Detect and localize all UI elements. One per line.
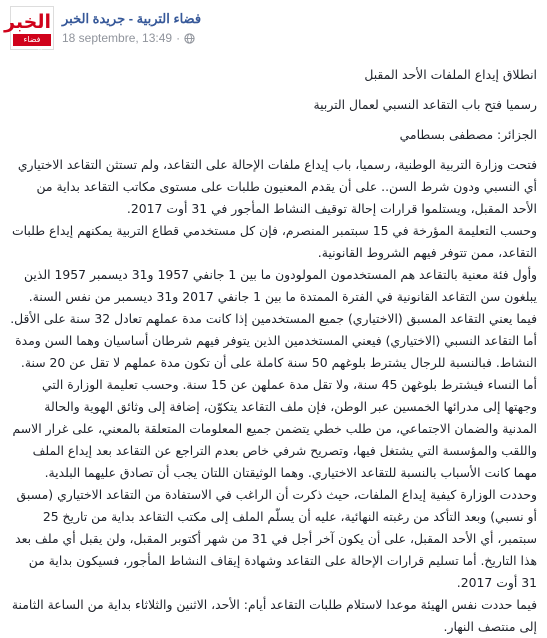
date-row: 18 septembre, 13:49 · [62,31,539,45]
subheadline: رسميا فتح باب التقاعد النسبي لعمال التربية [313,97,537,112]
body-paragraph: وأول فئة معنية بالتقاعد هم المستخدمون المولودون ما بين 1 جانفي 1957 و31 ديسمبر 1957 الذين يبلغون سن التقاعد القانونية في الفترة الممتدة ما بين 1 جانفي 2017 و31 ديسمبر من نفس السنة. فيما يعني التقاعد المسبق (الاختياري) جميع المستخدمين إذا كانت مدة عملهم تعادل 32 سنة على الأقل. أما التقاعد النسبي (الاختياري) فيعني المستخدمين الذين يتوفر فيهم شرطان أساسيان وهما السن ومدة النشاط. فبالنسبة للرجال يشترط بلوغهم 50 سنة كاملة على أن تكون مدة عملهم لا تقل عن 20 سنة. أما النساء فيشترط بلوغهن 45 سنة، ولا تقل مدة عملهن عن 15 سنة. وحسب تعليمة الوزارة التي وجهتها إلى مدرائها الخمسين عبر الوطن، فإن ملف التقاعد يتكوّن، إضافة إلى وثائق الهوية والحالة المدنية والضمان الاجتماعي، من طلب خطي يتضمن جميع المعلومات المتعلقة بالمعني، على غرار الاسم واللقب والمؤسسة التي يشتغل فيها، وتصريح شرفي خاص بعدم التراجع عن التقاعد بعد إيداع الملف مهما كانت الأسباب بالنسبة للتقاعد الاختياري. وهما الوثيقتان اللتان يجب أن تصادق عليهما البلدية. وحددت الوزارة كيفية إيداع الملفات، حيث ذكرت أن الراغب في الاستفادة من التقاعد الاختياري (مسبق أو نسبي) وبعد التأكد من رغبته النهائية، عليه أن يسلّم الملف إلى مكتب التقاعد بداية من تاريخ 25 سبتمبر، أي الأحد المقبل، على أن يكون آخر أجل في 31 من شهر أكتوبر المقبل، ولن يقبل أي ملف بعد هذا التاريخ. أما تسليم قرارات الإحالة على التقاعد وشهادة إيقاف النشاط المأجور، فسيكون بداية من 31 أوت 2017. [10,267,537,590]
globe-icon[interactable] [184,33,195,44]
avatar[interactable] [4,6,54,56]
logo-ribbon: فضاء التربية [13,34,51,46]
byline: الجزائر: مصطفى بسطامي [399,127,537,142]
body-paragraph: وحسب التعليمة المؤرخة في 15 سبتمبر المنصرم، فإن كل مستخدمي قطاع التربية يمكنهم إيداع طلبات التقاعد، ممن تتوفر فيهم الشروط القانونية. [11,223,537,260]
post-content [10,64,537,638]
logo-text: الخبر [4,11,51,33]
headline: انطلاق إيداع الملفات الأحد المقبل [364,67,537,82]
post-timestamp[interactable]: 18 septembre, 13:49 [62,31,173,45]
post-header [6,4,539,56]
post-meta [62,8,539,45]
body-paragraph: فتحت وزارة التربية الوطنية، رسميا، باب إيداع ملفات الإحالة على التقاعد، ولم تستثن التقاعد الاختياري أي النسبي ودون شرط السن.. على أن يقدم المعنيون طلبات على مستوى مكاتب التقاعد بداية من الأحد المقبل، ويستلموا قرارات إحالة توقيف النشاط المأجور في 31 أوت 2017. [17,157,537,216]
page-name-link[interactable]: فضاء التربية - جريدة الخبر [62,11,202,26]
body-paragraph: فيما حددت نفس الهيئة موعدا لاستلام طلبات التقاعد أيام: الأحد، الاثنين والثلاثاء بداية من الساعة الثامنة إلى منتصف النهار. [11,597,537,634]
